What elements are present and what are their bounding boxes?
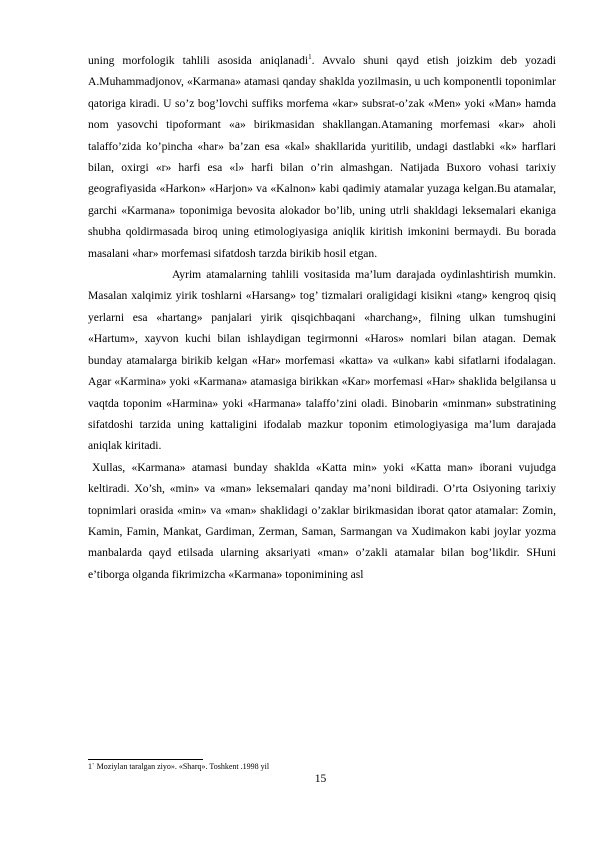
footnote-reference[interactable]: 1 (308, 53, 312, 62)
footnote: 1` Moziylan taralgan ziyo». «Sharq». Toshkent .1998 yil (88, 762, 270, 771)
paragraph-1 (88, 50, 556, 264)
document-body (88, 50, 556, 585)
paragraph-3: Xullas, «Karmana» atamasi bunday shaklda «Katta min» yoki «Katta man» iborani vujudga keltiradi. Xo’sh, «min» va «man» leksemalari qanday ma’noni bildiradi. O’rta Osiyoning tarixiy topnimlari orasida «min» va «man» shaklidagi o’zaklar birikmasidan iborat qator atamalar: Zomin, Kamin, Famin, Mankat, Gardiman, Zerman, Saman, Sarmangan va Xudimakon kabi joylar yozma manbalarda qayd etilsada ularning aksariyati «man» o’zakli atamalar bilan bog’likdir. SHuni e’tiborga olganda fikrimizcha «Karmana» toponimining asl (88, 460, 556, 581)
page-number: 15 (314, 772, 327, 785)
paragraph-2: Ayrim atamalarning tahlili vositasida ma’lum darajada oydinlashtirish mumkin. Masalan xalqimiz yirik toshlarni «Harsang» tog’ tizmalari oraligidagi kisikni «tang» kengroq qisiq yerlarni esa «hartang» panjalari yirik qisqichbaqani «harchang», filning ulkan tumshugini «Hartum», xayvon kuchi bilan ishlaydigan tegirmonni «Haros» nomlari bilan atagan. Demak bunday atamalarga birikib kelgan «Har» morfemasi «katta» va «ulkan» kabi sifatlarni ifodalagan. Agar «Karmina» yoki «Karmana» atamasiga birikkan «Kar» morfemasi «Har» shaklida belgilansa u vaqtda toponim «Harmina» yoki «Harmana» talaffo’zini oladi. Binobarin «minman» substratining sifatdoshi tarzida uning kattaligini ifodalab mazkur toponim etimologiyasiga ma’lum darajada aniqlak kiritadi. (88, 268, 556, 453)
paragraph-1-text-rest: . Avvalo shuni qayd etish joizkim deb yozadi A.Muhammadjonov, «Karmana» atamasi qanday shaklda yozilmasin, u uch komponentli toponimlar qatoriga kiradi. U so’z bog’lovchi suffiks morfema «kar» subsrat-o’zak «Men» yoki «Man» hamda nom yasovchi tipoformant «a» birikmasidan shakllangan.Atamaning morfemasi «kar» aholi talaffo’zida ko’pincha «har» ba’zan esa «kal» shakllarida yuritilib, undagi dastlabki «k» harflari bilan, oxirgi «r» harfi esa «l» harfi bilan o’rin almashgan. Natijada Buxoro vohasi tarixiy geografiyasida «Harkon» «Harjon» va «Kalnon» kabi qadimiy atamalar yuzaga kelgan.Bu atamalar, garchi «Karmana» toponimiga bevosita alokador bo’lib, uning utrli shakldagi leksemalari ekaniga shubha qoldirmasada biroq uning etimologiyasiga aniqlik kiritish imkonini bermaydi. Bu borada masalani «har» morfemasi sifatdosh tarzda birikib hosil etgan. (88, 54, 556, 260)
paragraph-1-text-start: uning morfologik tahlili asosida aniqlanadi (88, 54, 309, 67)
footnote-divider (88, 759, 203, 760)
